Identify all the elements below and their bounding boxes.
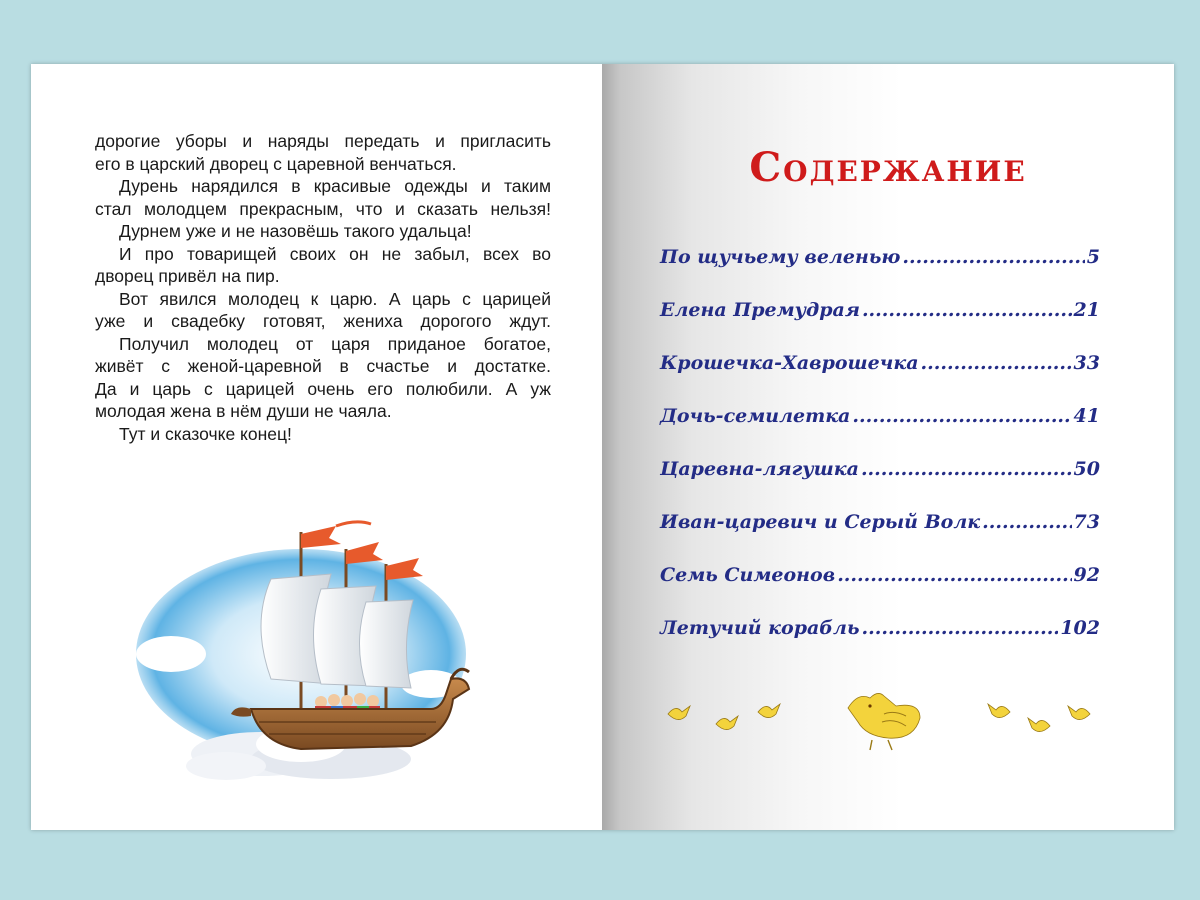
toc-entry[interactable] xyxy=(660,564,1100,617)
toc-leader-dots xyxy=(861,617,1058,639)
toc-entry-page: 92 xyxy=(1073,564,1100,586)
small-bird-icon xyxy=(988,704,1010,718)
toc-entry-title: Семь Симеонов xyxy=(660,564,836,586)
flying-ship-svg xyxy=(131,504,471,784)
toc-entry-page: 21 xyxy=(1073,299,1100,321)
toc-entry-title: По щучьему веленью xyxy=(660,246,901,268)
toc-entry-title: Царевна-лягушка xyxy=(660,458,859,480)
toc-entry[interactable] xyxy=(660,405,1100,458)
book-spread xyxy=(31,64,1174,830)
story-line: Да и царь с царицей очень его полюбили. А уж xyxy=(95,378,551,399)
table-of-contents xyxy=(660,246,1100,670)
story-line: И про товарищей своих он не забыл, всех во xyxy=(119,243,551,264)
toc-entry-page: 33 xyxy=(1073,352,1100,374)
toc-entry[interactable] xyxy=(660,246,1100,299)
toc-leader-dots xyxy=(902,246,1084,268)
left-page xyxy=(31,64,602,830)
story-line: его в царский дворец с царевной венчаться. xyxy=(95,153,457,174)
big-bird-icon xyxy=(848,693,920,750)
toc-leader-dots xyxy=(861,458,1072,480)
story-line: молодая жена в нём души не чаяла. xyxy=(95,401,392,421)
toc-leader-dots xyxy=(921,352,1072,374)
toc-entry-page: 73 xyxy=(1073,511,1100,533)
toc-leader-dots xyxy=(982,511,1071,533)
toc-entry-title: Иван-царевич и Серый Волк xyxy=(660,511,981,533)
toc-entry[interactable] xyxy=(660,458,1100,511)
toc-entry[interactable] xyxy=(660,299,1100,352)
toc-entry-page: 50 xyxy=(1073,458,1100,480)
toc-entry-title: Дочь-семилетка xyxy=(660,405,851,427)
small-bird-icon xyxy=(758,704,780,718)
toc-leader-dots xyxy=(852,405,1071,427)
toc-entry-title: Летучий корабль xyxy=(660,617,860,639)
toc-leader-dots xyxy=(862,299,1072,321)
small-bird-icon xyxy=(1068,706,1090,720)
small-bird-icon xyxy=(1028,718,1050,732)
toc-leader-dots xyxy=(837,564,1071,586)
toc-entry[interactable] xyxy=(660,352,1100,405)
right-page xyxy=(602,64,1174,830)
story-line: живёт с женой-царевной в счастье и достатке. xyxy=(95,356,551,376)
story-text xyxy=(95,130,551,445)
small-bird-icon xyxy=(668,706,690,720)
story-line: стал молодцем прекрасным, что и сказать нельзя! xyxy=(95,198,551,219)
story-line: дворец привёл на пир. xyxy=(95,266,280,286)
story-line: Дурень нарядился в красивые одежды и таким xyxy=(119,176,551,196)
birds-svg xyxy=(658,682,1098,752)
toc-entry-page: 102 xyxy=(1060,617,1100,639)
story-line: Дурнем уже и не назовёшь такого удальца! xyxy=(119,221,472,241)
toc-entry[interactable] xyxy=(660,511,1100,564)
story-line: Тут и сказочке конец! xyxy=(119,423,292,444)
flying-ship-illustration xyxy=(131,504,471,784)
toc-entry-page: 5 xyxy=(1086,246,1100,268)
contents-title: Содержание xyxy=(749,144,1027,191)
toc-entry-title: Крошечка-Хаврошечка xyxy=(660,352,919,374)
small-bird-icon xyxy=(716,716,738,730)
toc-entry-title: Елена Премудрая xyxy=(660,299,860,321)
story-line: Получил молодец от царя приданое богатое, xyxy=(119,333,551,354)
golden-birds-ornament xyxy=(658,682,1098,752)
toc-entry[interactable] xyxy=(660,617,1100,670)
story-line: Вот явился молодец к царю. А царь с царицей xyxy=(119,288,551,309)
story-line: уже и свадебку готовят, жениха дорогого ждут. xyxy=(95,311,551,331)
story-line: дорогие уборы и наряды передать и пригласить xyxy=(95,131,551,151)
toc-entry-page: 41 xyxy=(1073,405,1100,427)
